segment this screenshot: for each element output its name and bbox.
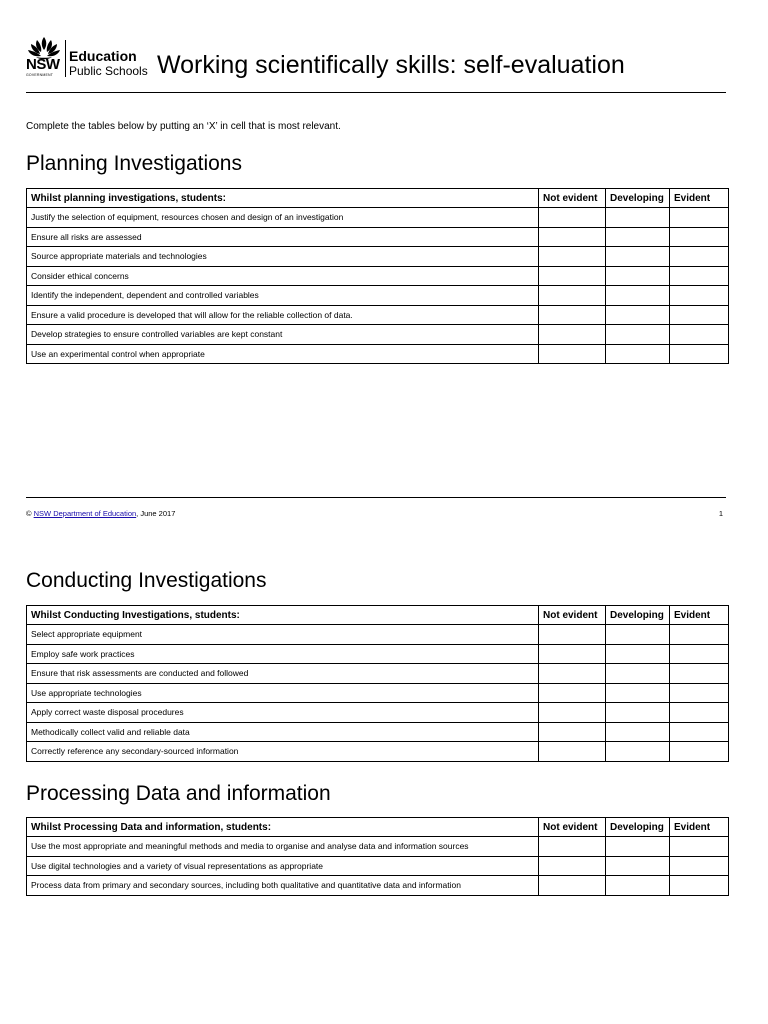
evident-cell[interactable] xyxy=(670,703,729,723)
not-evident-header: Not evident xyxy=(539,189,606,208)
criterion-text: Use digital technologies and a variety of visual representations as appropriate xyxy=(27,856,539,876)
not-evident-cell[interactable] xyxy=(539,664,606,684)
table-row xyxy=(27,266,729,286)
evident-cell[interactable] xyxy=(670,325,729,345)
developing-cell[interactable] xyxy=(606,742,670,762)
evident-cell[interactable] xyxy=(670,837,729,857)
page-footer xyxy=(26,509,726,519)
developing-cell[interactable] xyxy=(606,344,670,364)
copyright-symbol: © xyxy=(26,509,32,518)
not-evident-cell[interactable] xyxy=(539,344,606,364)
table-row xyxy=(27,247,729,267)
developing-header: Developing xyxy=(606,606,670,625)
not-evident-cell[interactable] xyxy=(539,208,606,228)
not-evident-cell[interactable] xyxy=(539,625,606,645)
planning-section-title: Planning Investigations xyxy=(26,152,242,175)
conducting-table xyxy=(26,605,729,762)
evident-cell[interactable] xyxy=(670,644,729,664)
logo-government-text: GOVERNMENT xyxy=(26,73,54,77)
evident-cell[interactable] xyxy=(670,344,729,364)
logo-divider xyxy=(65,40,66,77)
developing-cell[interactable] xyxy=(606,247,670,267)
criteria-header: Whilst planning investigations, students: xyxy=(27,189,539,208)
not-evident-cell[interactable] xyxy=(539,644,606,664)
not-evident-header: Not evident xyxy=(539,606,606,625)
developing-cell[interactable] xyxy=(606,625,670,645)
criterion-text: Employ safe work practices xyxy=(27,644,539,664)
processing-table xyxy=(26,817,729,896)
table-header-row xyxy=(27,818,729,837)
evident-cell[interactable] xyxy=(670,856,729,876)
table-row xyxy=(27,837,729,857)
table-row xyxy=(27,876,729,896)
logo-nsw-text: NSW xyxy=(26,56,60,73)
table-row xyxy=(27,286,729,306)
table-row xyxy=(27,325,729,345)
not-evident-cell[interactable] xyxy=(539,286,606,306)
developing-cell[interactable] xyxy=(606,266,670,286)
evident-cell[interactable] xyxy=(670,286,729,306)
developing-cell[interactable] xyxy=(606,683,670,703)
evident-cell[interactable] xyxy=(670,625,729,645)
criterion-text: Ensure a valid procedure is developed that will allow for the reliable collection of data. xyxy=(27,305,539,325)
developing-cell[interactable] xyxy=(606,876,670,896)
not-evident-cell[interactable] xyxy=(539,247,606,267)
criterion-text: Consider ethical concerns xyxy=(27,266,539,286)
criterion-text: Apply correct waste disposal procedures xyxy=(27,703,539,723)
criteria-header: Whilst Conducting Investigations, students: xyxy=(27,606,539,625)
developing-cell[interactable] xyxy=(606,325,670,345)
table-row xyxy=(27,227,729,247)
table-row xyxy=(27,305,729,325)
logo-public-schools-text: Public Schools xyxy=(69,64,148,78)
evident-cell[interactable] xyxy=(670,876,729,896)
developing-cell[interactable] xyxy=(606,305,670,325)
not-evident-header: Not evident xyxy=(539,818,606,837)
criterion-text: Correctly reference any secondary-sourced information xyxy=(27,742,539,762)
criterion-text: Justify the selection of equipment, resources chosen and design of an investigation xyxy=(27,208,539,228)
evident-cell[interactable] xyxy=(670,266,729,286)
table-header-row xyxy=(27,606,729,625)
not-evident-cell[interactable] xyxy=(539,683,606,703)
evident-cell[interactable] xyxy=(670,664,729,684)
criterion-text: Use an experimental control when appropriate xyxy=(27,344,539,364)
evident-cell[interactable] xyxy=(670,742,729,762)
developing-cell[interactable] xyxy=(606,644,670,664)
developing-cell[interactable] xyxy=(606,286,670,306)
not-evident-cell[interactable] xyxy=(539,856,606,876)
evident-cell[interactable] xyxy=(670,305,729,325)
developing-cell[interactable] xyxy=(606,722,670,742)
developing-cell[interactable] xyxy=(606,837,670,857)
table-row xyxy=(27,344,729,364)
document-header xyxy=(26,36,726,92)
table-row xyxy=(27,856,729,876)
criterion-text: Select appropriate equipment xyxy=(27,625,539,645)
evident-header: Evident xyxy=(670,818,729,837)
not-evident-cell[interactable] xyxy=(539,722,606,742)
criterion-text: Methodically collect valid and reliable data xyxy=(27,722,539,742)
table-row xyxy=(27,208,729,228)
criterion-text: Use the most appropriate and meaningful methods and media to organise and analyse data and information sources xyxy=(27,837,539,857)
criteria-header: Whilst Processing Data and information, students: xyxy=(27,818,539,837)
logo-education-text: Education xyxy=(69,48,137,64)
table-row xyxy=(27,664,729,684)
evident-cell[interactable] xyxy=(670,722,729,742)
criterion-text: Source appropriate materials and technologies xyxy=(27,247,539,267)
evident-header: Evident xyxy=(670,189,729,208)
not-evident-cell[interactable] xyxy=(539,325,606,345)
evident-header: Evident xyxy=(670,606,729,625)
instructions-text: Complete the tables below by putting an ‘X’ in cell that is most relevant. xyxy=(26,121,341,132)
not-evident-cell[interactable] xyxy=(539,266,606,286)
developing-header: Developing xyxy=(606,189,670,208)
evident-cell[interactable] xyxy=(670,227,729,247)
developing-cell[interactable] xyxy=(606,227,670,247)
evident-cell[interactable] xyxy=(670,683,729,703)
footer-divider xyxy=(26,497,726,498)
not-evident-cell[interactable] xyxy=(539,703,606,723)
table-row xyxy=(27,722,729,742)
table-row xyxy=(27,742,729,762)
table-row xyxy=(27,644,729,664)
not-evident-cell[interactable] xyxy=(539,305,606,325)
table-row xyxy=(27,625,729,645)
processing-section-title: Processing Data and information xyxy=(26,782,331,805)
criterion-text: Use appropriate technologies xyxy=(27,683,539,703)
not-evident-cell[interactable] xyxy=(539,742,606,762)
header-divider xyxy=(26,92,726,93)
criterion-text: Ensure all risks are assessed xyxy=(27,227,539,247)
planning-table xyxy=(26,188,729,364)
table-row xyxy=(27,683,729,703)
page-number: 1 xyxy=(718,509,723,518)
developing-cell[interactable] xyxy=(606,664,670,684)
not-evident-cell[interactable] xyxy=(539,227,606,247)
conducting-section-title: Conducting Investigations xyxy=(26,569,267,592)
not-evident-cell[interactable] xyxy=(539,876,606,896)
developing-cell[interactable] xyxy=(606,208,670,228)
evident-cell[interactable] xyxy=(670,247,729,267)
footer-date: , June 2017 xyxy=(136,509,176,518)
evident-cell[interactable] xyxy=(670,208,729,228)
criterion-text: Develop strategies to ensure controlled variables are kept constant xyxy=(27,325,539,345)
criterion-text: Ensure that risk assessments are conducted and followed xyxy=(27,664,539,684)
developing-header: Developing xyxy=(606,818,670,837)
nsw-education-logo xyxy=(26,36,151,78)
page-title: Working scientifically skills: self-evaluation xyxy=(157,51,625,79)
developing-cell[interactable] xyxy=(606,856,670,876)
developing-cell[interactable] xyxy=(606,703,670,723)
table-row xyxy=(27,703,729,723)
not-evident-cell[interactable] xyxy=(539,837,606,857)
criterion-text: Process data from primary and secondary sources, including both qualitative and quantitative data and information xyxy=(27,876,539,896)
nsw-department-link[interactable]: NSW Department of Education xyxy=(33,509,137,518)
table-header-row xyxy=(27,189,729,208)
criterion-text: Identify the independent, dependent and controlled variables xyxy=(27,286,539,306)
